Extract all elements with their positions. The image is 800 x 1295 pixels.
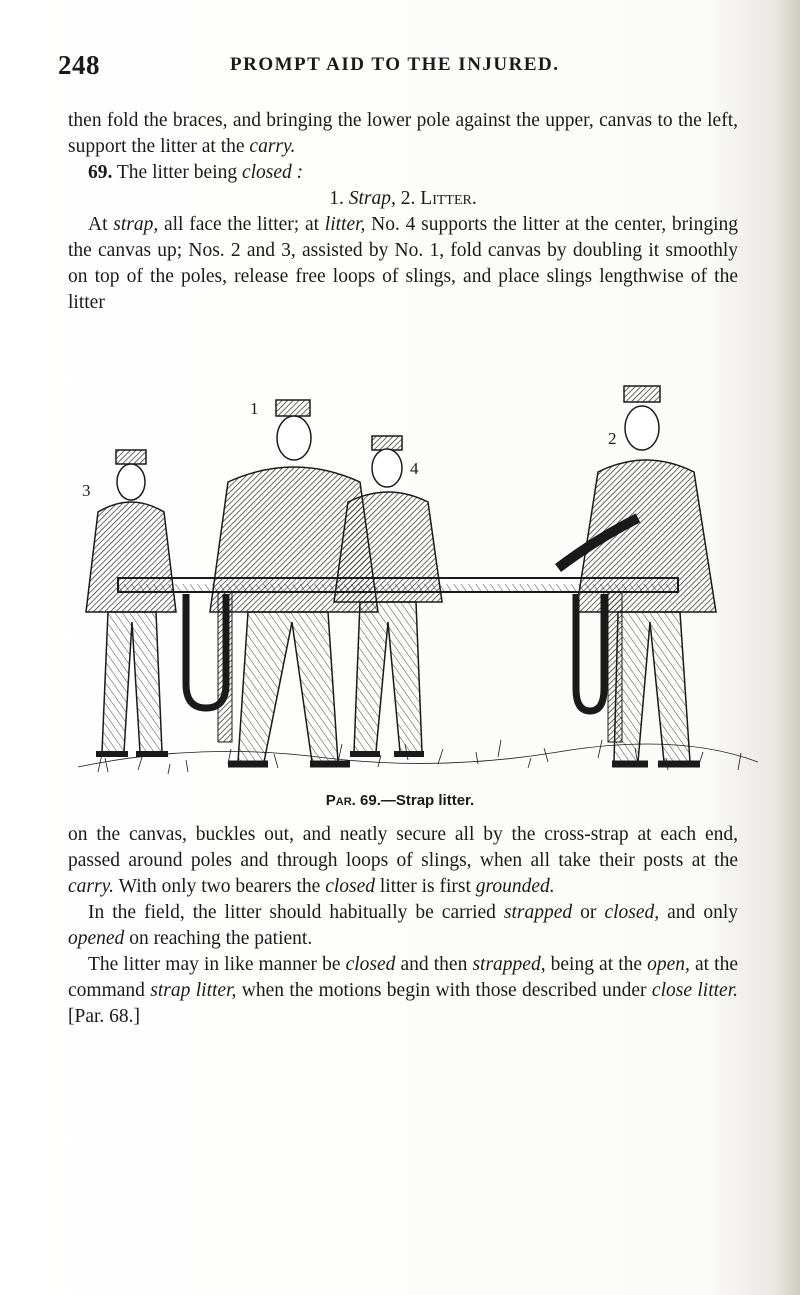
emphasis-closed: closed, <box>604 902 660 923</box>
emphasis-carry: carry. <box>68 876 115 897</box>
paragraph-text: on reaching the patient. <box>124 928 313 949</box>
emphasis-closed: closed <box>325 876 376 897</box>
caption-par: Par. <box>325 792 356 809</box>
page-header <box>58 50 658 90</box>
command-line <box>68 186 738 212</box>
paragraph-text: and then <box>395 954 473 975</box>
engraving-drawing <box>78 372 758 802</box>
paragraph-reference: [Par. 68.] <box>68 1006 141 1027</box>
paragraph-text: No. 4 supports the litter at the center, bringing the canvas up; Nos. 2 and 3, assisted by No. 1, fold canvas by doubling it smoothly on top of the poles, release free loops of slings, and place slings lengthwise of the litter <box>68 214 738 313</box>
paragraph-instructions <box>68 212 738 316</box>
emphasis-strap-litter: strap litter, <box>150 980 237 1001</box>
figure-caption <box>0 792 800 809</box>
paragraph-text: when the motions begin with those described under <box>236 980 652 1001</box>
strap-litter-illustration <box>78 372 758 802</box>
paragraph-text: At <box>88 214 114 235</box>
bearer-3 <box>86 450 176 754</box>
upper-text-block <box>68 108 738 316</box>
figure-label-3: 3 <box>82 481 91 500</box>
figure-label-2: 2 <box>608 429 617 448</box>
paragraph-text: and only <box>659 902 738 923</box>
paragraph-text: The litter may in like manner be <box>88 954 346 975</box>
paragraph-text: In the field, the litter should habitually be carried <box>88 902 504 923</box>
paragraph-text: With only two bearers the <box>114 876 326 897</box>
paragraph-continued-2 <box>68 822 738 900</box>
running-head: PROMPT AID TO THE INJURED. <box>230 54 560 75</box>
emphasis-carry: carry. <box>249 136 296 157</box>
figure-label-4: 4 <box>410 459 419 478</box>
command-number-1: 1. <box>329 188 344 209</box>
emphasis-strapped: strapped, <box>472 954 546 975</box>
paragraph-number: 69. <box>88 162 113 183</box>
emphasis-closed: closed <box>345 954 396 975</box>
caption-text: 69.—Strap litter. <box>355 792 475 809</box>
paragraph-field <box>68 900 738 952</box>
paragraph-text: litter is first <box>375 876 476 897</box>
paragraph-continued <box>68 108 738 160</box>
emphasis-opened: opened <box>68 928 125 949</box>
paragraph-69 <box>68 160 738 186</box>
emphasis-strap: strap, <box>113 214 159 235</box>
command-number-2: 2. <box>400 188 416 209</box>
paragraph-text: The litter being <box>112 162 242 183</box>
emphasis-open: open, <box>647 954 690 975</box>
page-number: 248 <box>58 50 100 80</box>
paragraph-text: all face the litter; at <box>158 214 325 235</box>
emphasis-closed: closed : <box>241 162 304 183</box>
paragraph-text: being at the <box>545 954 648 975</box>
paragraph-manner <box>68 952 738 1030</box>
emphasis-grounded: grounded. <box>475 876 555 897</box>
emphasis-strapped: strapped <box>503 902 573 923</box>
command-strap: Strap, <box>348 188 396 209</box>
emphasis-close-litter: close litter. <box>651 980 738 1001</box>
paragraph-text: or <box>572 902 605 923</box>
lower-text-block <box>68 822 738 1030</box>
paragraph-text: at the command <box>68 954 738 1001</box>
paragraph-text: then fold the braces, and bringing the lower pole against the upper, canvas to the left, support the litter at the <box>68 110 738 157</box>
paragraph-text: on the canvas, buckles out, and neatly secure all by the cross-strap at each end, passed around poles and through loops of slings, when all take their posts at the <box>68 824 738 871</box>
command-litter: Litter. <box>420 188 477 209</box>
figure-label-1: 1 <box>250 399 259 418</box>
emphasis-litter: litter, <box>324 214 366 235</box>
